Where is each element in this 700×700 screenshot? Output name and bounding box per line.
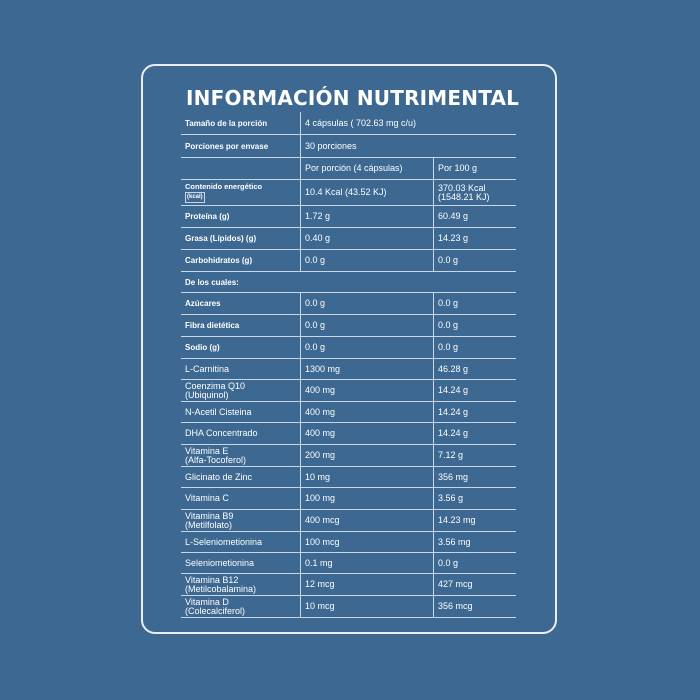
nutrient-label-cell <box>181 250 300 271</box>
nutrient-row <box>181 359 516 380</box>
nutrient-per-100g: 14.23 g <box>433 228 516 249</box>
nutrient-per-100g: 3.56 g <box>433 488 516 509</box>
nutrient-label-cell <box>181 315 300 336</box>
nutrient-per-100g: 0.0 g <box>433 293 516 314</box>
nutrient-label: Grasa (Lípidos) (g) <box>185 234 257 243</box>
nutrient-row <box>181 293 516 315</box>
nutrient-label: Vitamina D <box>185 596 229 607</box>
nutrient-label-cell <box>181 359 300 379</box>
nutrient-label: N-Acetil Cisteina <box>185 406 252 417</box>
energy-per-100g-line2: (1548.21 KJ) <box>438 191 490 202</box>
nutrient-label: Vitamina B12 <box>185 574 239 585</box>
nutrient-label-cell <box>181 488 300 509</box>
nutrient-label: L-Carnitina <box>185 363 230 374</box>
nutrient-row <box>181 380 516 402</box>
nutrient-label-cell <box>181 228 300 249</box>
nutrient-label-cell <box>181 402 300 422</box>
column-header-row <box>181 158 516 180</box>
energy-per-serving: 10.4 Kcal (43.52 KJ) <box>300 180 433 205</box>
nutrient-per-100g: 0.0 g <box>433 250 516 271</box>
nutrient-label-detail: (Metilcobalamina) <box>185 583 257 594</box>
nutrient-per-100g: 14.24 g <box>433 423 516 444</box>
nutrition-title: INFORMACIÓN NUTRIMENTAL <box>186 86 520 110</box>
nutrient-label-cell <box>181 596 300 617</box>
column-per-100g-header: Por 100 g <box>433 158 516 179</box>
nutrient-label: Coenzima Q10 <box>185 380 246 391</box>
nutrient-row <box>181 250 516 272</box>
nutrient-label-cell <box>181 206 300 227</box>
nutrient-per-serving: 0.1 mg <box>300 553 433 573</box>
nutrient-label: Azúcares <box>185 299 221 308</box>
energy-unit: (kcal) <box>185 192 205 203</box>
nutrient-row <box>181 206 516 228</box>
nutrient-per-serving: 10 mcg <box>300 596 433 617</box>
servings-value: 30 porciones <box>300 135 516 157</box>
nutrient-label-cell <box>181 445 300 466</box>
nutrient-label-cell <box>181 380 300 401</box>
serving-size-row <box>181 112 516 135</box>
nutrient-label-detail: (Colecalciferol) <box>185 605 246 616</box>
nutrient-row <box>181 553 516 574</box>
nutrient-per-100g: 46.28 g <box>433 359 516 379</box>
nutrient-label-cell <box>181 293 300 314</box>
nutrient-per-serving: 0.0 g <box>300 250 433 271</box>
servings-row <box>181 135 516 158</box>
nutrient-row <box>181 596 516 618</box>
column-per-serving-header: Por porción (4 cápsulas) <box>300 158 433 179</box>
nutrient-label-detail: (Metilfolato) <box>185 519 233 530</box>
nutrient-per-100g: 60.49 g <box>433 206 516 227</box>
nutrient-label: L-Seleniometionina <box>185 536 263 547</box>
nutrient-per-serving: 10 mg <box>300 467 433 487</box>
energy-per-100g-line1: 370.03 Kcal <box>438 182 486 193</box>
nutrient-row <box>181 337 516 359</box>
nutrient-label: Carbohidratos (g) <box>185 256 253 265</box>
nutrient-per-100g: 3.56 mg <box>433 532 516 552</box>
serving-size-value: 4 cápsulas ( 702.63 mg c/u) <box>300 112 516 134</box>
nutrient-label: DHA Concentrado <box>185 428 258 438</box>
nutrient-per-100g: 427 mcg <box>433 574 516 595</box>
of-which-row <box>181 272 516 293</box>
nutrient-per-100g: 356 mg <box>433 467 516 487</box>
nutrient-per-serving: 100 mcg <box>300 532 433 552</box>
servings-label: Porciones por envase <box>185 141 269 151</box>
nutrient-per-serving: 12 mcg <box>300 574 433 595</box>
nutrient-per-100g: 0.0 g <box>433 337 516 358</box>
nutrient-per-serving: 400 mg <box>300 423 433 444</box>
nutrient-per-serving: 400 mcg <box>300 510 433 531</box>
nutrient-per-100g: 14.24 g <box>433 402 516 422</box>
nutrient-per-100g: 0.0 g <box>433 315 516 336</box>
nutrient-per-serving: 0.40 g <box>300 228 433 249</box>
nutrient-label-cell <box>181 553 300 573</box>
nutrient-per-serving: 200 mg <box>300 445 433 466</box>
nutrient-per-serving: 100 mg <box>300 488 433 509</box>
nutrient-per-serving: 0.0 g <box>300 293 433 314</box>
nutrient-per-100g: 356 mcg <box>433 596 516 617</box>
nutrient-per-100g: 14.24 g <box>433 380 516 401</box>
nutrient-label: Glicinato de Zinc <box>185 471 253 482</box>
nutrient-label-detail: (Ubiquinol) <box>185 389 229 400</box>
nutrient-label: Seleniometionina <box>185 557 255 568</box>
nutrient-label: Vitamina B9 <box>185 510 234 521</box>
nutrient-label: Sodio (g) <box>185 343 220 352</box>
nutrition-table <box>181 112 516 618</box>
nutrient-label: Vitamina C <box>185 493 229 503</box>
nutrient-label-cell <box>181 337 300 358</box>
nutrient-row <box>181 228 516 250</box>
nutrient-row <box>181 488 516 510</box>
nutrient-per-serving: 1.72 g <box>300 206 433 227</box>
nutrient-label-detail: (Alfa-Tocoferol) <box>185 454 247 465</box>
nutrient-label: Proteína (g) <box>185 212 230 221</box>
nutrient-row <box>181 532 516 553</box>
nutrient-per-serving: 0.0 g <box>300 337 433 358</box>
nutrient-row <box>181 467 516 488</box>
of-which-label: De los cuales: <box>185 277 239 287</box>
nutrient-label-cell <box>181 574 300 595</box>
nutrient-per-serving: 1300 mg <box>300 359 433 379</box>
nutrient-label-cell <box>181 510 300 531</box>
nutrient-row <box>181 315 516 337</box>
energy-label: Contenido energético <box>185 182 263 191</box>
nutrient-per-serving: 0.0 g <box>300 315 433 336</box>
serving-size-label: Tamaño de la porción <box>185 118 268 128</box>
nutrient-row <box>181 423 516 445</box>
energy-per-100g-cell <box>433 180 516 205</box>
nutrient-per-serving: 400 mg <box>300 380 433 401</box>
nutrient-per-100g: 14.23 mg <box>433 510 516 531</box>
nutrient-row <box>181 574 516 596</box>
nutrient-label: Vitamina E <box>185 445 229 456</box>
nutrient-label-cell <box>181 532 300 552</box>
nutrient-per-serving: 400 mg <box>300 402 433 422</box>
nutrient-label-cell <box>181 423 300 444</box>
nutrient-per-100g: 7.12 g <box>433 445 516 466</box>
nutrient-per-100g: 0.0 g <box>433 553 516 573</box>
nutrient-row <box>181 510 516 532</box>
energy-label-cell <box>181 180 300 205</box>
column-header-empty <box>181 158 300 179</box>
nutrient-label: Fibra dietética <box>185 321 240 330</box>
nutrient-row <box>181 402 516 423</box>
nutrient-label-cell <box>181 467 300 487</box>
nutrient-row <box>181 445 516 467</box>
energy-row <box>181 180 516 206</box>
